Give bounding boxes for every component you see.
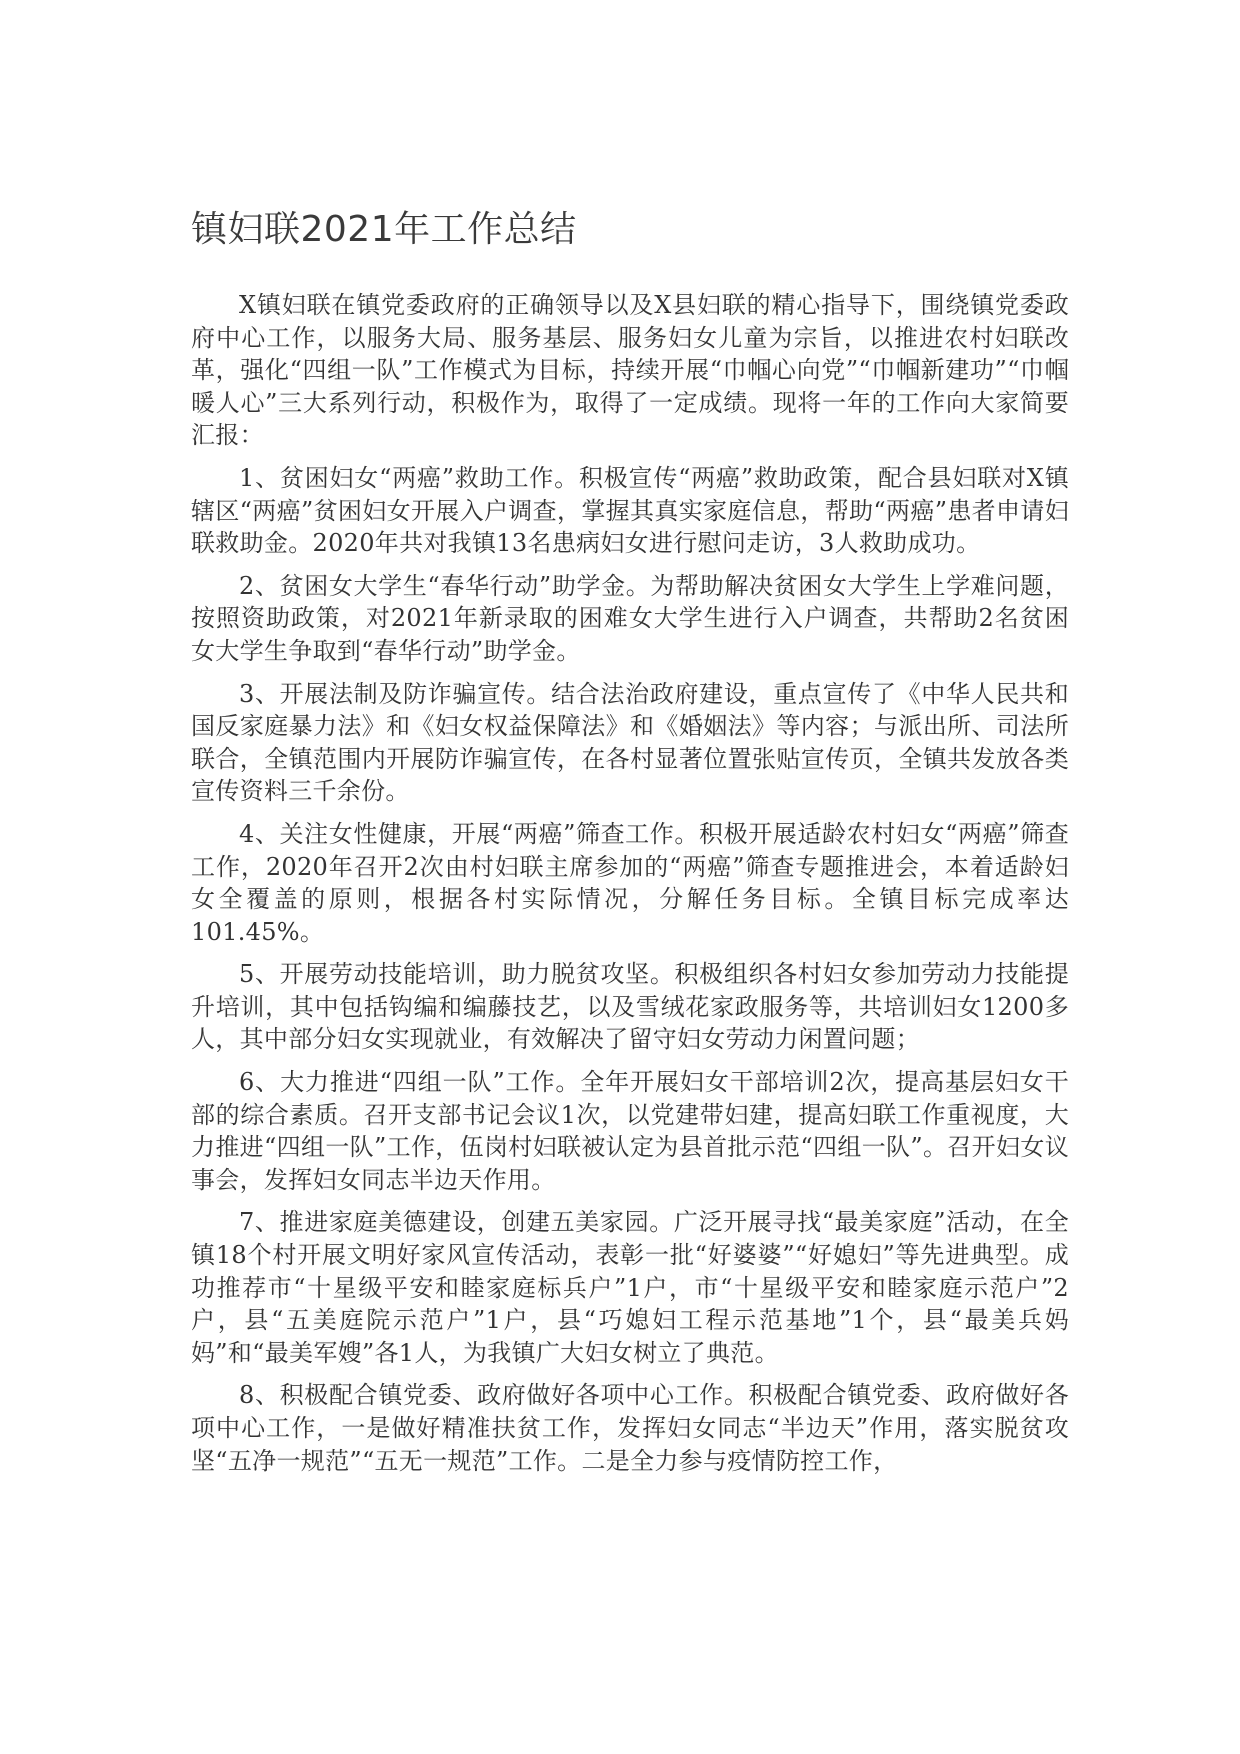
document-page	[191, 205, 1069, 1487]
paragraph-5: 5、开展劳动技能培训，助力脱贫攻坚。积极组织各村妇女参加劳动力技能提升培训，其中包括钩编和编藤技艺，以及雪绒花家政服务等，共培训妇女1200多人，其中部分妇女实现就业，有效解决了留守妇女劳动力闲置问题；	[191, 960, 1069, 1054]
paragraph-7: 7、推进家庭美德建设，创建五美家园。广泛开展寻找“最美家庭”活动，在全镇18个村开展文明好家风宣传活动，表彰一批“好婆婆”“好媳妇”等先进典型。成功推荐市“十星级平安和睦家庭标兵户”1户，市“十星级平安和睦家庭示范户”2户，县“五美庭院示范户”1户，县“巧媳妇工程示范基地”1个，县“最美兵妈妈”和“最美军嫂”各1人，为我镇广大妇女树立了典范。	[191, 1208, 1069, 1367]
intro-paragraph: X镇妇联在镇党委政府的正确领导以及X县妇联的精心指导下，围绕镇党委政府中心工作，以服务大局、服务基层、服务妇女儿童为宗旨，以推进农村妇联改革，强化“四组一队”工作模式为目标，持续开展“巾帼心向党”“巾帼新建功”“巾帼暖人心”三大系列行动，积极作为，取得了一定成绩。现将一年的工作向大家简要汇报：	[191, 291, 1069, 450]
paragraph-8: 8、积极配合镇党委、政府做好各项中心工作。积极配合镇党委、政府做好各项中心工作，一是做好精准扶贫工作，发挥妇女同志“半边天”作用，落实脱贫攻坚“五净一规范”“五无一规范”工作。二是全力参与疫情防控工作，	[191, 1381, 1069, 1475]
paragraph-4: 4、关注女性健康，开展“两癌”筛查工作。积极开展适龄农村妇女“两癌”筛查工作，2020年召开2次由村妇联主席参加的“两癌”筛查专题推进会，本着适龄妇女全覆盖的原则，根据各村实际情况，分解任务目标。全镇目标完成率达101.45%。	[191, 819, 1069, 946]
paragraph-2: 2、贫困女大学生“春华行动”助学金。为帮助解决贫困女大学生上学难问题，按照资助政策，对2021年新录取的困难女大学生进行入户调查，共帮助2名贫困女大学生争取到“春华行动”助学金。	[191, 571, 1069, 665]
document-title: 镇妇联2021年工作总结	[191, 209, 577, 250]
paragraph-6: 6、大力推进“四组一队”工作。全年开展妇女干部培训2次，提高基层妇女干部的综合素质。召开支部书记会议1次，以党建带妇建，提高妇联工作重视度，大力推进“四组一队”工作，伍岗村妇联被认定为县首批示范“四组一队”。召开妇女议事会，发挥妇女同志半边天作用。	[191, 1068, 1069, 1194]
paragraph-1: 1、贫困妇女“两癌”救助工作。积极宣传“两癌”救助政策，配合县妇联对X镇辖区“两癌”贫困妇女开展入户调查，掌握其真实家庭信息，帮助“两癌”患者申请妇联救助金。2020年共对我镇13名患病妇女进行慰问走访，3人救助成功。	[191, 463, 1069, 558]
paragraph-3: 3、开展法制及防诈骗宣传。结合法治政府建设，重点宣传了《中华人民共和国反家庭暴力法》和《妇女权益保障法》和《婚姻法》等内容；与派出所、司法所联合，全镇范围内开展防诈骗宣传，在各村显著位置张贴宣传页，全镇共发放各类宣传资料三千余份。	[191, 679, 1069, 806]
